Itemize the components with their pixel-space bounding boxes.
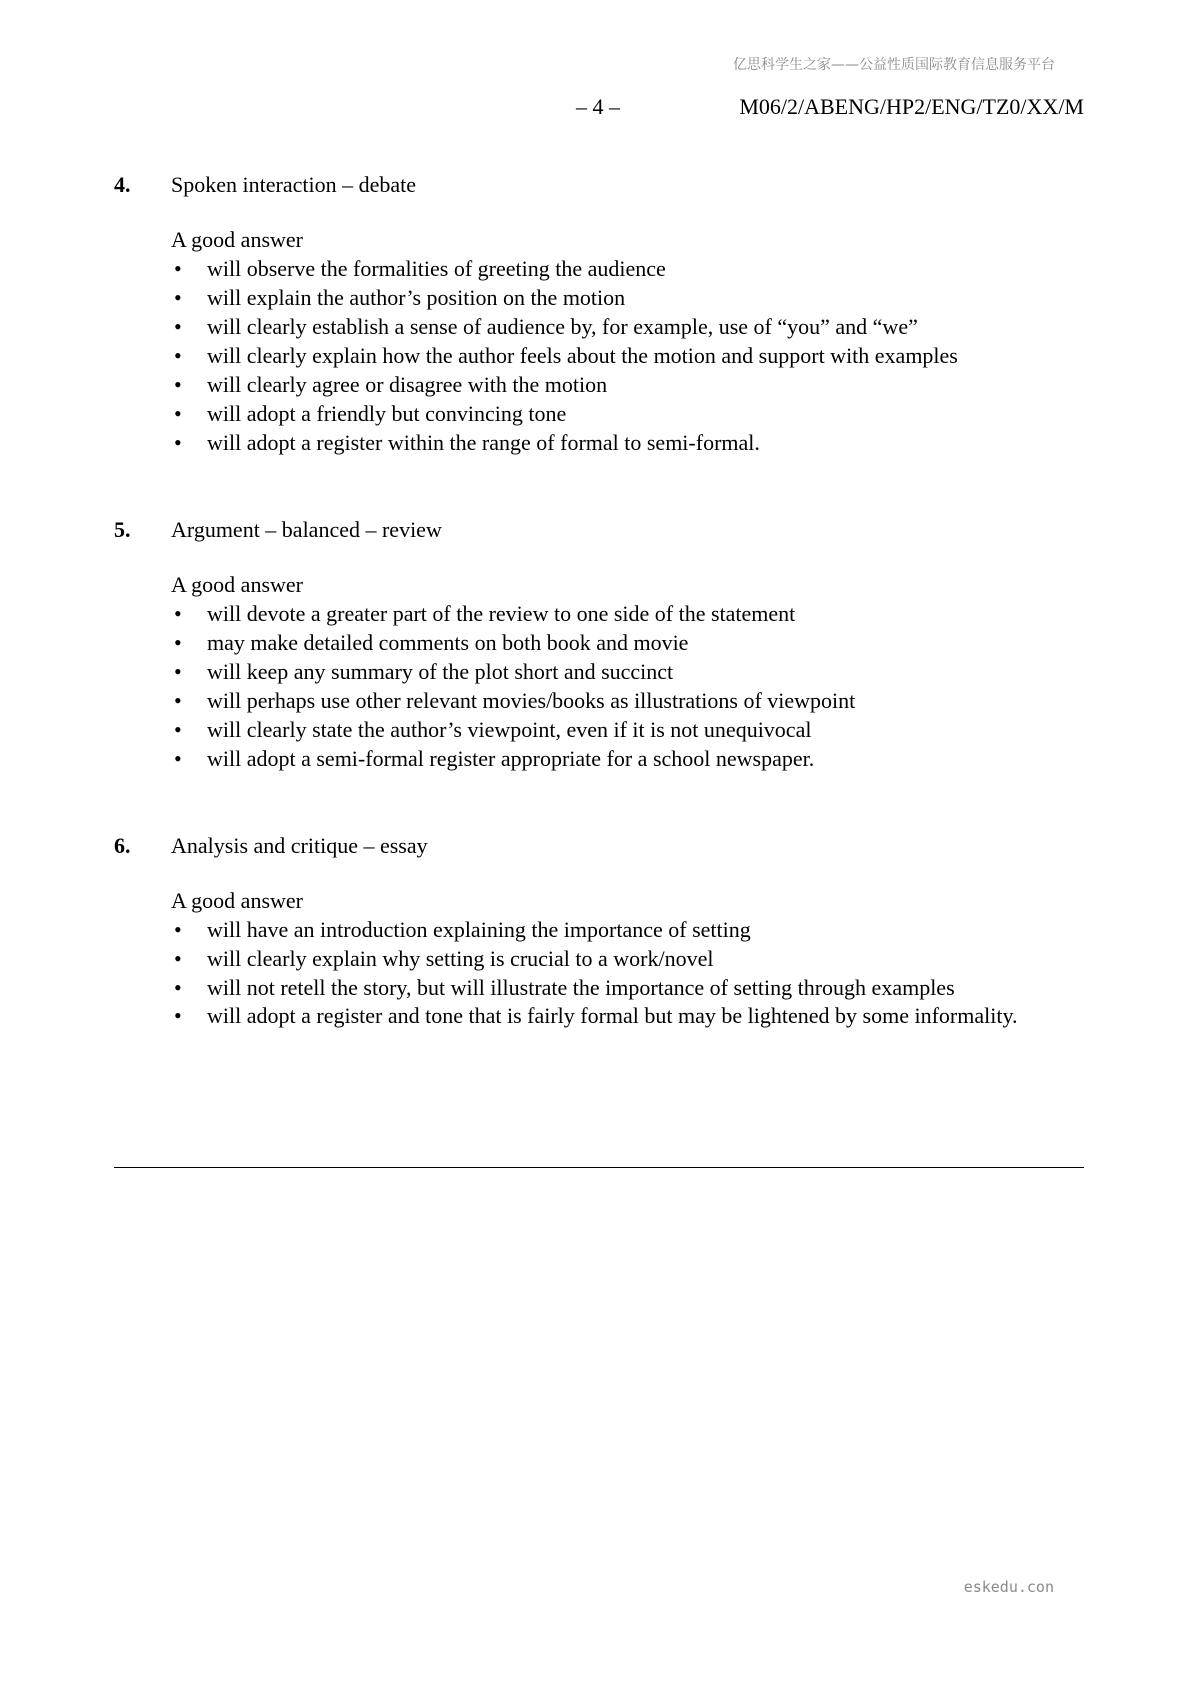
lead-text: A good answer: [171, 572, 303, 597]
section-title: Analysis and critique – essay: [171, 833, 428, 858]
horizontal-rule: [114, 1167, 1084, 1168]
bullet-item: • will devote a greater part of the review to one side of the statement: [114, 599, 1084, 628]
section-heading: [114, 515, 1084, 544]
section-heading: [114, 831, 1084, 860]
lead-text: A good answer: [171, 227, 303, 252]
page-number: – 4 –: [576, 94, 620, 119]
bullet-item: • will clearly explain why setting is crucial to a work/novel: [114, 944, 1084, 973]
section-5: [114, 515, 1084, 773]
bullet-item: • will adopt a semi-formal register appropriate for a school newspaper.: [114, 744, 1084, 773]
bullet-list: [114, 254, 1084, 457]
bullet-item: • will adopt a register within the range of formal to semi-formal.: [114, 428, 1084, 457]
bullet-item: • will keep any summary of the plot short and succinct: [114, 657, 1084, 686]
section-heading: [114, 170, 1084, 199]
section-number: 4.: [114, 172, 131, 197]
bullet-item: • will observe the formalities of greeting the audience: [114, 254, 1084, 283]
bullet-item: • will clearly explain how the author feels about the motion and support with examples: [114, 341, 1084, 370]
document-reference: M06/2/ABENG/HP2/ENG/TZ0/XX/M: [739, 94, 1084, 119]
bullet-item: • will perhaps use other relevant movies/books as illustrations of viewpoint: [114, 686, 1084, 715]
section-number: 6.: [114, 833, 131, 858]
watermark-top: 亿思科学生之家——公益性质国际教育信息服务平台: [733, 57, 1055, 73]
bullet-item: • will adopt a register and tone that is fairly formal but may be lightened by some informality.: [114, 1002, 1084, 1029]
bullet-item: • will not retell the story, but will illustrate the importance of setting through examples: [114, 973, 1084, 1002]
bullet-item: • will clearly establish a sense of audience by, for example, use of “you” and “we”: [114, 312, 1084, 341]
section-6: [114, 831, 1084, 1029]
section-number: 5.: [114, 517, 131, 542]
section-4: [114, 170, 1084, 457]
lead-text: A good answer: [171, 888, 303, 913]
bullet-item: • will clearly state the author’s viewpoint, even if it is not unequivocal: [114, 715, 1084, 744]
watermark-bottom: eskedu.con: [963, 1578, 1054, 1596]
bullet-item: • will explain the author’s position on the motion: [114, 283, 1084, 312]
bullet-list: [114, 599, 1084, 773]
bullet-item: • will adopt a friendly but convincing tone: [114, 399, 1084, 428]
section-title: Spoken interaction – debate: [171, 172, 416, 197]
bullet-item: • may make detailed comments on both book and movie: [114, 628, 1084, 657]
bullet-item: • will have an introduction explaining the importance of setting: [114, 915, 1084, 944]
section-title: Argument – balanced – review: [171, 517, 442, 542]
bullet-list: [114, 915, 1084, 1029]
bullet-item: • will clearly agree or disagree with the motion: [114, 370, 1084, 399]
